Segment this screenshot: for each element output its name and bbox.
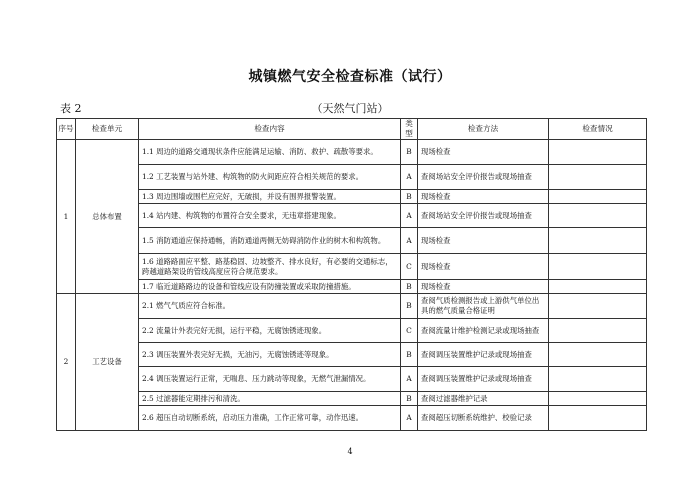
page-number: 4 [347, 447, 353, 456]
group-unit: 工艺设备 [76, 294, 139, 431]
row-method: 查阅超压切断系统维护、校验记录 [418, 406, 549, 431]
row-status [549, 392, 647, 406]
header-no: 序号 [57, 119, 76, 140]
row-method: 查阅场站安全评价报告或现场抽查 [418, 165, 549, 190]
table-row [57, 367, 647, 392]
table-row [57, 343, 647, 367]
row-method: 查阅场站安全评价报告或现场抽查 [418, 204, 549, 228]
row-content: 1.1 周边的道路交通现状条件应能满足运输、消防、救护、疏散等要求。 [139, 140, 401, 165]
row-type: C [401, 254, 418, 280]
table-row [57, 190, 647, 204]
row-content: 2.5 过滤器能定期排污和清洗。 [139, 392, 401, 406]
row-content: 2.1 燃气气质应符合标准。 [139, 294, 401, 319]
row-content: 2.2 流量计外表完好无损，运行平稳，无腐蚀锈迹现象。 [139, 319, 401, 343]
table-subtitle: （天然气门站） [311, 102, 389, 115]
row-type: B [401, 280, 418, 294]
table-row [57, 254, 647, 280]
row-method: 查阅调压装置维护记录或现场抽查 [418, 343, 549, 367]
document-title: 城镇燃气安全检查标准（试行） [248, 69, 452, 85]
table-header-row [57, 119, 647, 140]
table-row [57, 280, 647, 294]
row-status [549, 254, 647, 280]
row-method: 查阅调压装置维护记录或现场抽查 [418, 367, 549, 392]
header-status: 检查情况 [549, 119, 647, 140]
row-type: B [401, 140, 418, 165]
row-type: B [401, 343, 418, 367]
row-status [549, 406, 647, 431]
table-row [57, 406, 647, 431]
row-content: 1.6 道路路面应平整、路基稳固、边坡整齐、排水良好，有必要的交通标志，跨越道路架设的管线高度应符合规范要求。 [139, 254, 401, 280]
row-status [549, 280, 647, 294]
row-content: 2.3 调压装置外表完好无损，无油污，无腐蚀锈迹等现象。 [139, 343, 401, 367]
row-status [549, 190, 647, 204]
row-content: 1.4 站内建、构筑物的布置符合安全要求，无违章搭建现象。 [139, 204, 401, 228]
header-method: 检查方法 [418, 119, 549, 140]
row-method: 查阅过滤器维护记录 [418, 392, 549, 406]
row-status [549, 204, 647, 228]
row-status [549, 343, 647, 367]
row-method: 查阅流量计维护检测记录或现场抽查 [418, 319, 549, 343]
row-method: 现场检查 [418, 190, 549, 204]
row-content: 1.3 周边围墙或围栏应完好，无破损，并设有围界报警装置。 [139, 190, 401, 204]
row-type: B [401, 190, 418, 204]
group-number: 2 [57, 294, 76, 431]
row-type: A [401, 165, 418, 190]
row-type: C [401, 319, 418, 343]
row-status [549, 367, 647, 392]
row-method: 现场检查 [418, 140, 549, 165]
table-row [57, 165, 647, 190]
row-type: B [401, 392, 418, 406]
row-status [549, 319, 647, 343]
row-status [549, 165, 647, 190]
row-type: A [401, 406, 418, 431]
group-number: 1 [57, 140, 76, 294]
row-method: 现场检查 [418, 228, 549, 254]
row-content: 1.2 工艺装置与站外建、构筑物的防火间距应符合相关规范的要求。 [139, 165, 401, 190]
row-method: 现场检查 [418, 280, 549, 294]
row-status [549, 294, 647, 319]
row-method: 现场检查 [418, 254, 549, 280]
table-label: 表 2 [60, 102, 82, 115]
group-unit: 总体布置 [76, 140, 139, 294]
header-unit: 检查单元 [76, 119, 139, 140]
table-row [57, 392, 647, 406]
row-type: B [401, 294, 418, 319]
row-method: 查阅气质检测报告或上游供气单位出具的燃气质量合格证明 [418, 294, 549, 319]
header-type: 类型 [401, 119, 418, 140]
table-row [57, 204, 647, 228]
row-content: 2.6 超压自动切断系统，启动压力准确，工作正常可靠，动作迅速。 [139, 406, 401, 431]
table-row [57, 294, 647, 319]
inspection-table [56, 118, 647, 431]
row-type: A [401, 228, 418, 254]
row-content: 2.4 调压装置运行正常，无喘息、压力跳动等现象，无燃气泄漏情况。 [139, 367, 401, 392]
table-row [57, 319, 647, 343]
row-type: A [401, 204, 418, 228]
table-row [57, 140, 647, 165]
table-row [57, 228, 647, 254]
row-content: 1.5 消防通道应保持通畅，消防通道两侧无妨碍消防作业的树木和构筑物。 [139, 228, 401, 254]
row-type: A [401, 367, 418, 392]
row-content: 1.7 临近道路路边的设备和管线应设有防撞装置或采取防撞措施。 [139, 280, 401, 294]
header-content: 检查内容 [139, 119, 401, 140]
row-status [549, 228, 647, 254]
row-status [549, 140, 647, 165]
